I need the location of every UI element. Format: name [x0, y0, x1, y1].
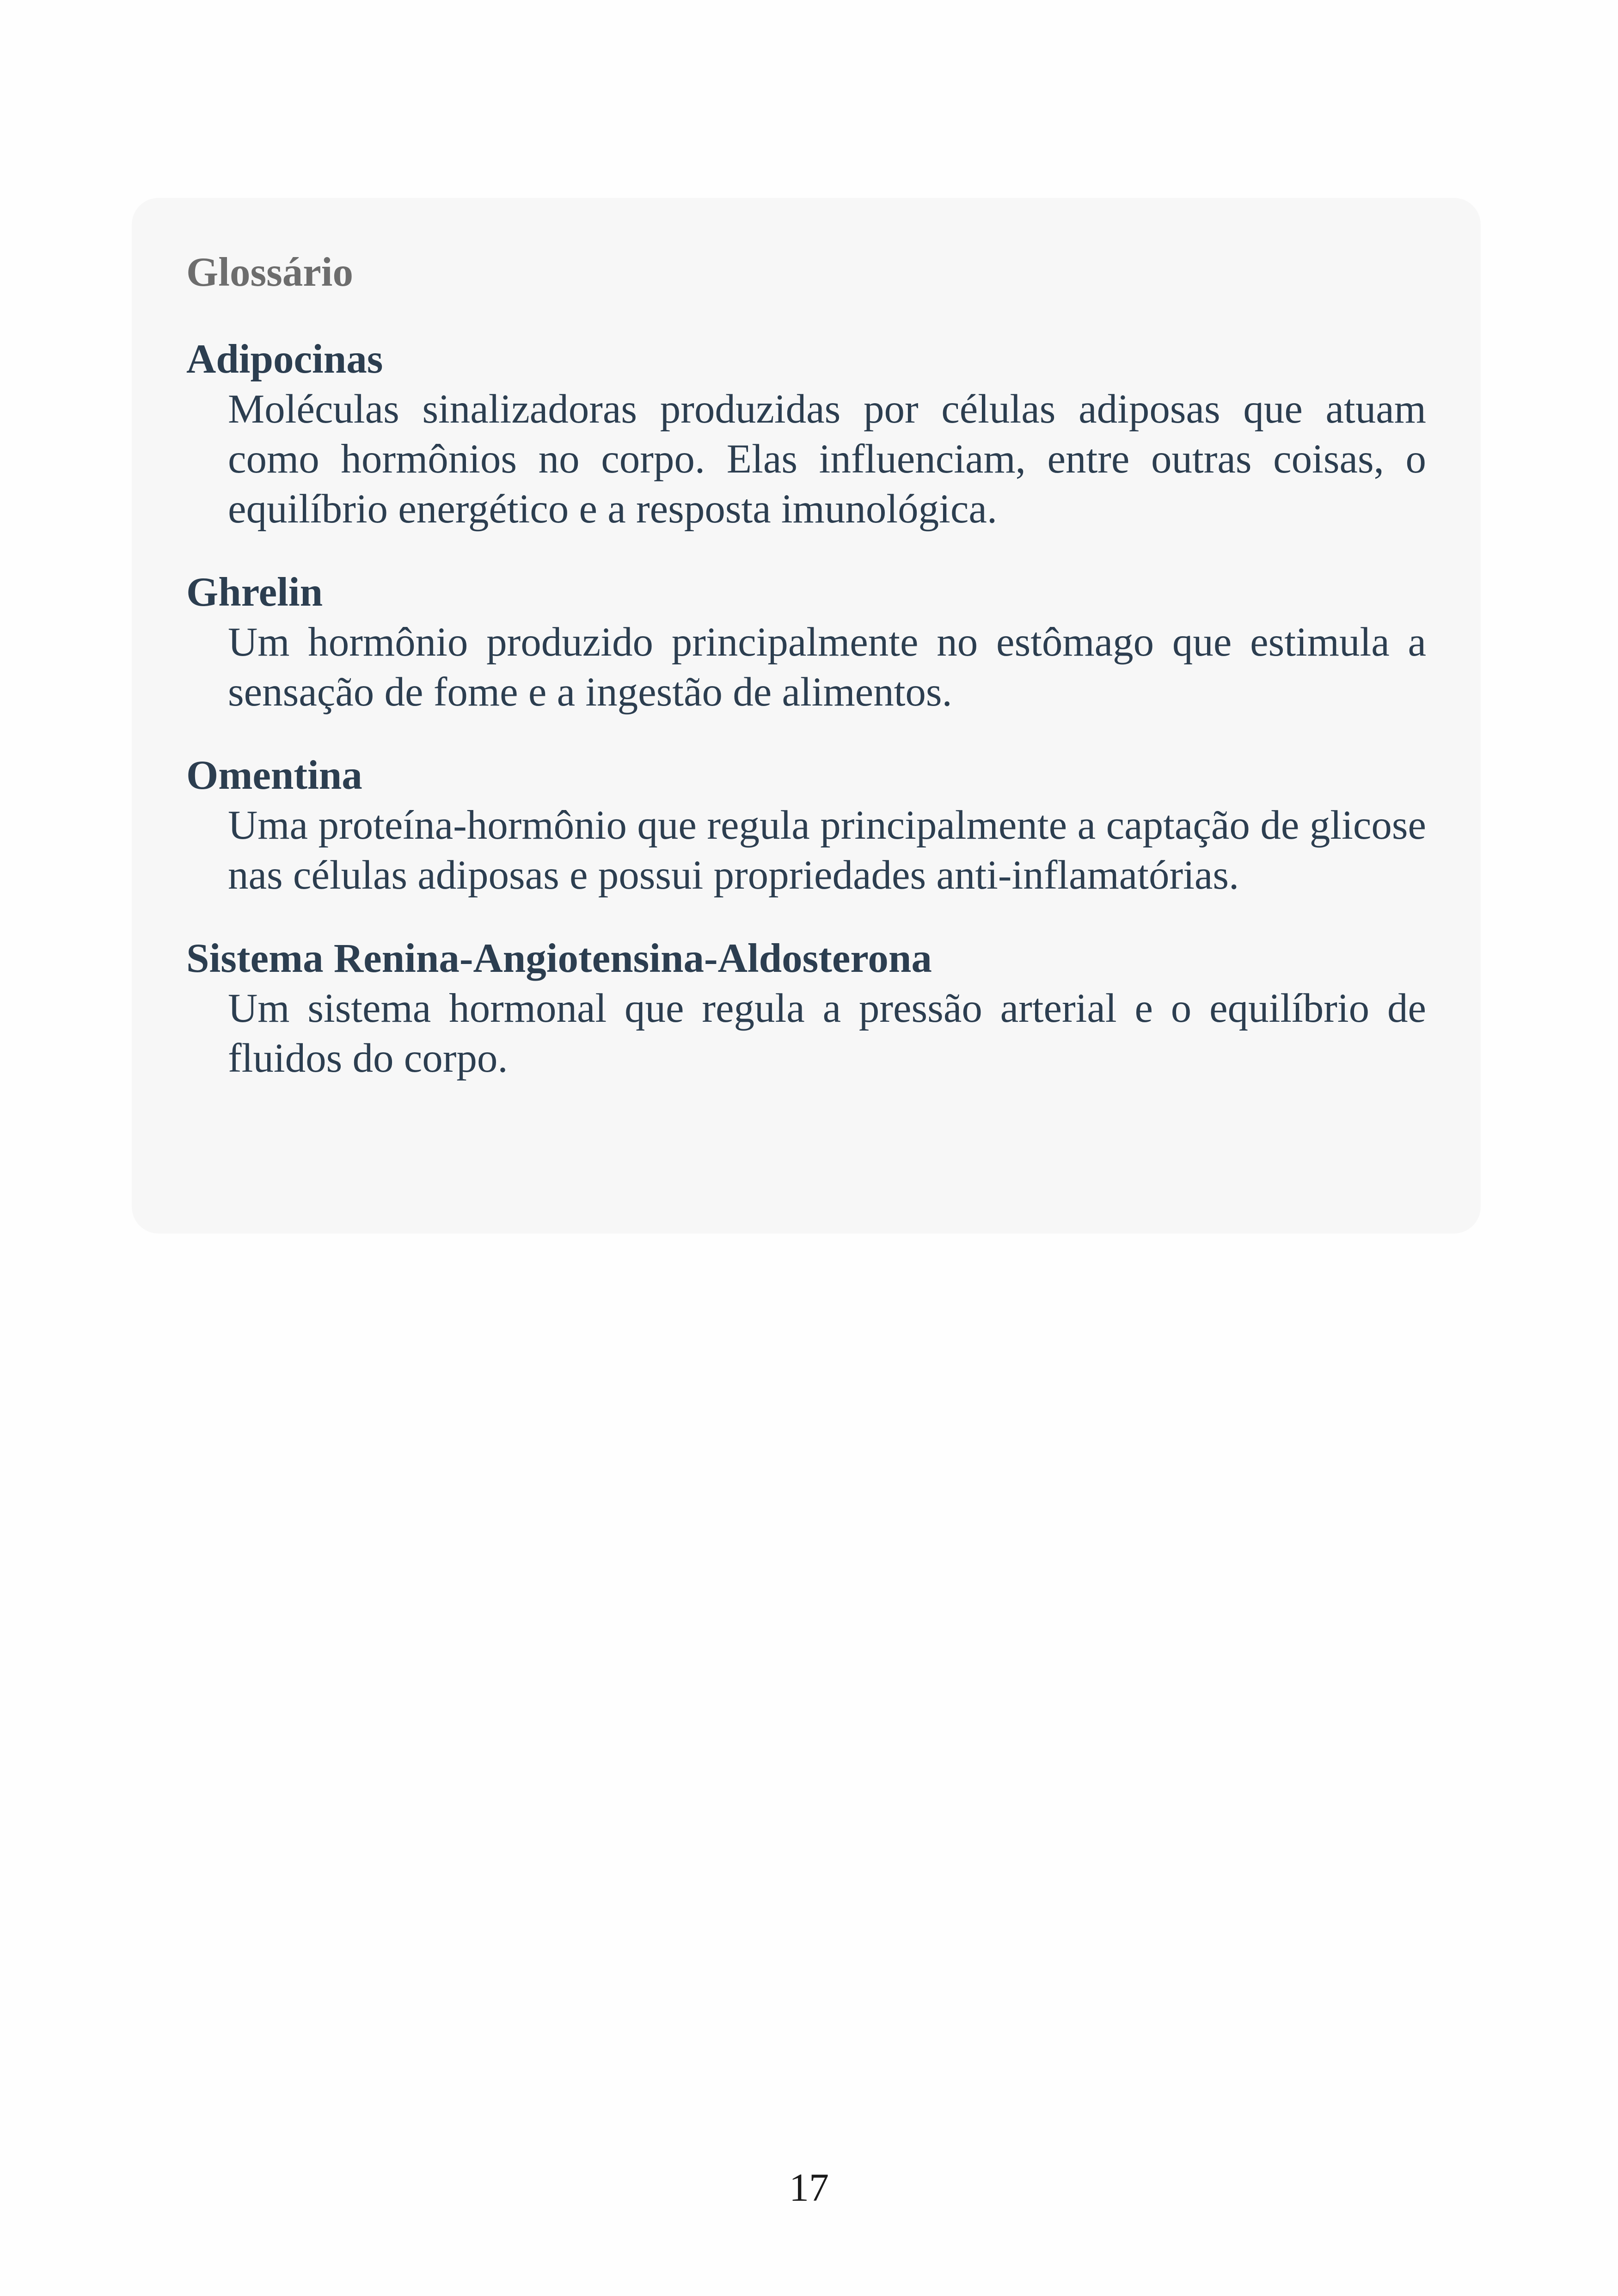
glossary-term: Sistema Renina-Angiotensina-Aldosterona	[186, 936, 932, 981]
glossary-definition: Um hormônio produzido principalmente no estômago que estimula a sensação de fome e a ingestão de alimentos.	[228, 620, 1426, 715]
glossary-term-list	[186, 334, 1426, 1083]
glossary-box	[132, 198, 1481, 1234]
glossary-term: Omentina	[186, 753, 362, 798]
glossary-entry	[186, 567, 1426, 717]
page-number: 17	[789, 2165, 829, 2210]
glossary-term: Ghrelin	[186, 570, 323, 615]
glossary-entry	[186, 334, 1426, 534]
glossary-term: Adipocinas	[186, 337, 383, 382]
glossary-definition: Moléculas sinalizadoras produzidas por células adiposas que atuam como hormônios no corpo. Elas influenciam, entre outras coisas, o equilíbrio energético e a resposta imunológica.	[228, 387, 1426, 532]
glossary-definition: Um sistema hormonal que regula a pressão arterial e o equilíbrio de fluidos do corpo.	[228, 986, 1426, 1081]
glossary-definition: Uma proteína-hormônio que regula principalmente a captação de glicose nas células adiposas e possui propriedades anti-inflamatórias.	[228, 803, 1426, 898]
glossary-title: Glossário	[186, 250, 353, 295]
glossary-entry	[186, 933, 1426, 1083]
glossary-entry	[186, 750, 1426, 900]
